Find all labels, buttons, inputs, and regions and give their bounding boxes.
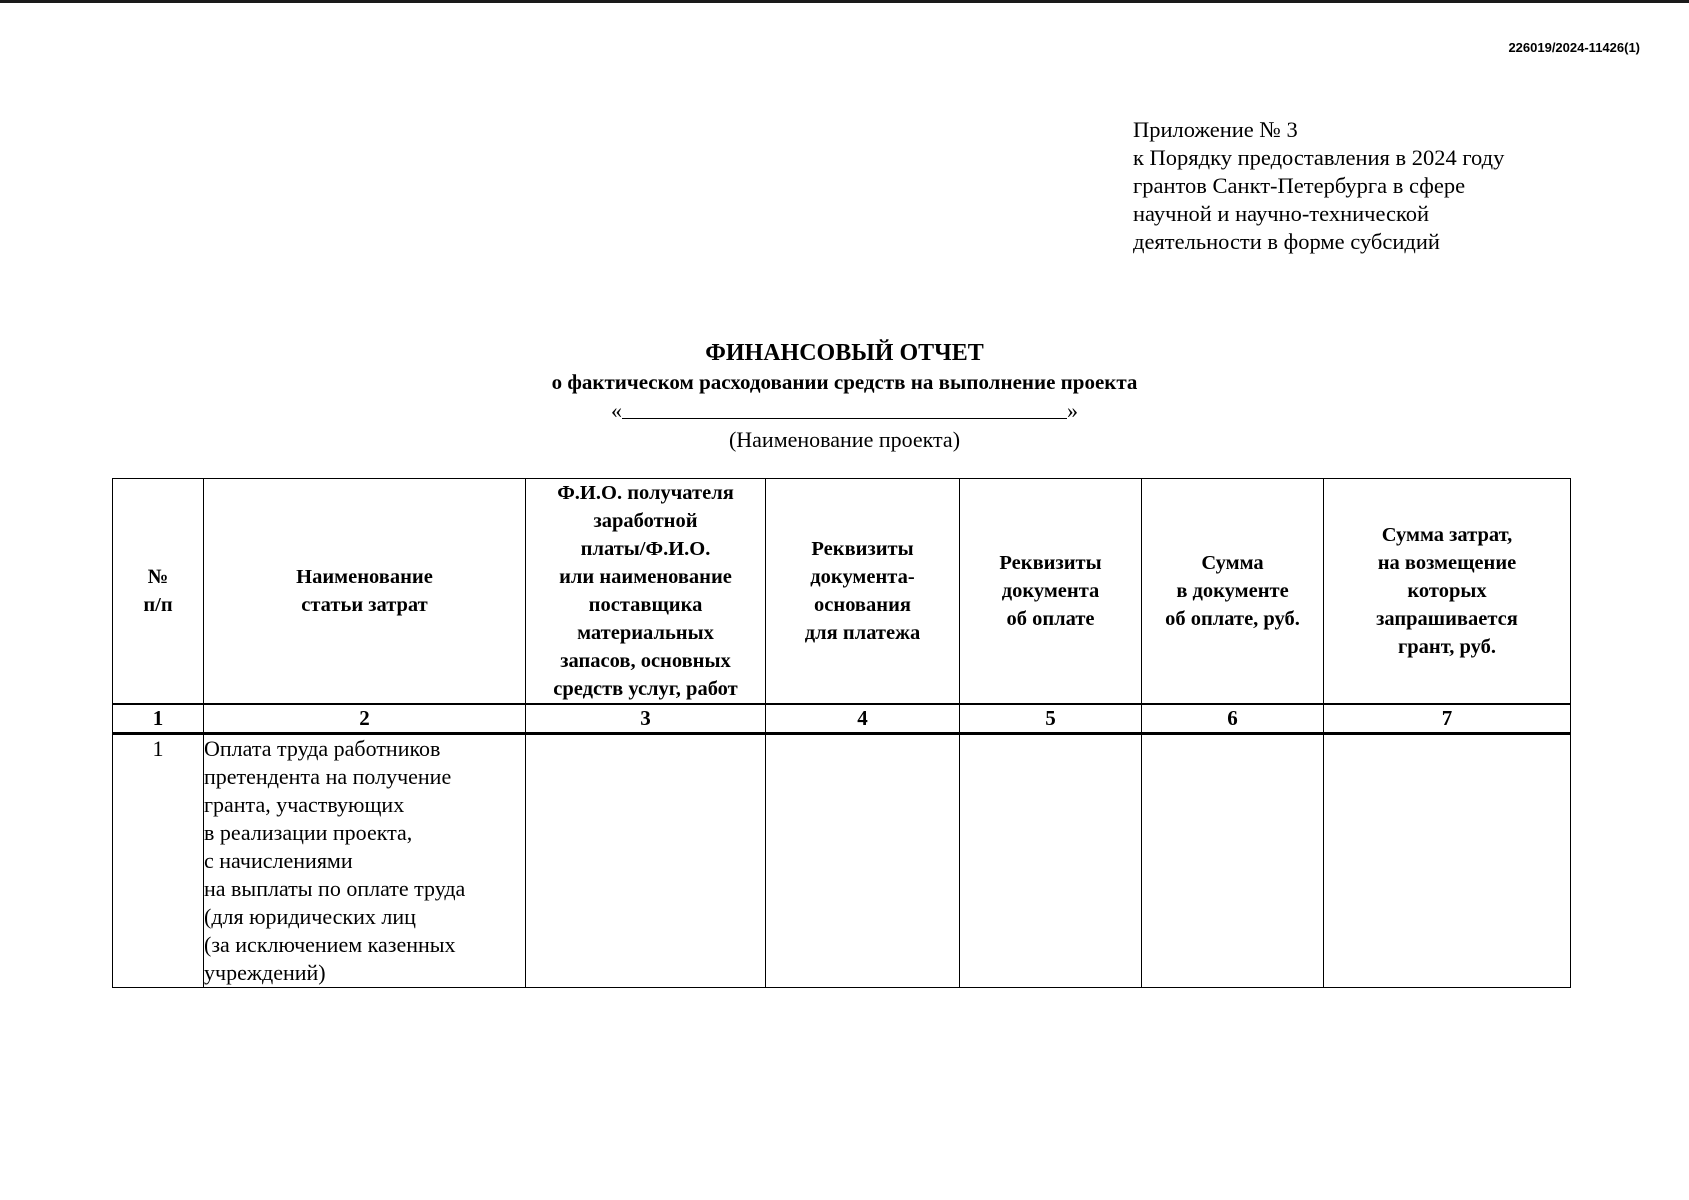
column-number-cell: 6 bbox=[1142, 704, 1324, 733]
quote-close: » bbox=[1067, 398, 1078, 423]
header-line: № bbox=[147, 566, 169, 588]
column-number-cell: 1 bbox=[113, 704, 204, 733]
report-title: ФИНАНСОВЫЙ ОТЧЕТ bbox=[705, 340, 984, 366]
payment-document-cell bbox=[960, 733, 1142, 987]
table-header-row bbox=[113, 479, 1571, 705]
column-number-row bbox=[113, 704, 1571, 733]
column-number-cell: 3 bbox=[526, 704, 766, 733]
header-line: для платежа bbox=[804, 622, 921, 644]
header-line: об оплате, руб. bbox=[1165, 608, 1300, 630]
quote-open: « bbox=[611, 398, 622, 423]
appendix-line: к Порядку предоставления в 2024 году bbox=[1133, 145, 1505, 170]
row-number-cell: 1 bbox=[113, 733, 204, 987]
report-title-block bbox=[0, 338, 1689, 454]
header-line: Ф.И.О. получателя bbox=[557, 482, 734, 504]
column-number-cell: 2 bbox=[204, 704, 526, 733]
header-line: платы/Ф.И.О. bbox=[580, 538, 711, 560]
report-subtitle: о фактическом расходовании средств на выполнение проекта bbox=[551, 370, 1138, 394]
header-line: грант, руб. bbox=[1397, 636, 1497, 658]
header-line: в документе bbox=[1176, 580, 1289, 602]
header-cell-payment-amount bbox=[1142, 479, 1324, 705]
header-line: запрашивается bbox=[1376, 608, 1518, 630]
header-line: основания bbox=[814, 594, 911, 616]
recipient-cell bbox=[526, 733, 766, 987]
header-line: на возмещение bbox=[1377, 552, 1517, 574]
table-row bbox=[113, 733, 1571, 987]
header-line: Реквизиты bbox=[999, 552, 1102, 574]
project-name-blank bbox=[622, 396, 1067, 419]
header-line: Сумма затрат, bbox=[1381, 524, 1513, 546]
page-top-edge bbox=[0, 0, 1689, 3]
header-line: п/п bbox=[143, 594, 173, 616]
cost-item-line: на выплаты по оплате труда bbox=[204, 875, 466, 901]
basis-document-cell bbox=[766, 733, 960, 987]
header-line: Наименование bbox=[296, 566, 433, 588]
cost-item-line: (за исключением казенных bbox=[204, 931, 456, 957]
header-line: которых bbox=[1407, 580, 1487, 602]
column-number-cell: 5 bbox=[960, 704, 1142, 733]
cost-item-line: (для юридических лиц bbox=[204, 903, 416, 929]
header-cell-grant-amount bbox=[1324, 479, 1571, 705]
appendix-line: научной и научно-технической bbox=[1133, 201, 1430, 226]
document-registration-number: 226019/2024-11426(1) bbox=[1508, 40, 1640, 55]
header-line: об оплате bbox=[1006, 608, 1095, 630]
header-line: запасов, основных bbox=[560, 650, 731, 672]
payment-amount-cell bbox=[1142, 733, 1324, 987]
appendix-line: грантов Санкт-Петербурга в сфере bbox=[1133, 173, 1466, 198]
project-name-line bbox=[0, 396, 1689, 426]
cost-item-name-cell bbox=[204, 733, 526, 987]
header-cell-cost-item bbox=[204, 479, 526, 705]
header-line: средств услуг, работ bbox=[553, 678, 738, 700]
header-line: поставщика bbox=[588, 594, 703, 616]
header-line: статьи затрат bbox=[301, 594, 428, 616]
header-cell-payment-document bbox=[960, 479, 1142, 705]
header-line: Сумма bbox=[1201, 552, 1264, 574]
cost-item-line: учреждений) bbox=[204, 959, 326, 985]
financial-report-table bbox=[112, 478, 1571, 988]
appendix-line: Приложение № 3 bbox=[1133, 117, 1298, 142]
cost-item-line: гранта, участвующих bbox=[204, 791, 405, 817]
cost-item-line: с начислениями bbox=[204, 847, 353, 873]
column-number-cell: 7 bbox=[1324, 704, 1571, 733]
header-line: материальных bbox=[577, 622, 714, 644]
header-cell-recipient bbox=[526, 479, 766, 705]
cost-item-line: в реализации проекта, bbox=[204, 819, 413, 845]
column-number-cell: 4 bbox=[766, 704, 960, 733]
appendix-line: деятельности в форме субсидий bbox=[1133, 229, 1440, 254]
cost-item-line: претендента на получение bbox=[204, 763, 452, 789]
header-line: или наименование bbox=[559, 566, 732, 588]
appendix-block bbox=[1133, 116, 1633, 256]
cost-item-line: Оплата труда работников bbox=[204, 735, 441, 761]
header-cell-basis-document bbox=[766, 479, 960, 705]
header-line: Реквизиты bbox=[811, 538, 914, 560]
header-line: документа bbox=[1001, 580, 1100, 602]
header-line: заработной bbox=[593, 510, 698, 532]
header-cell-number bbox=[113, 479, 204, 705]
project-name-caption: (Наименование проекта) bbox=[728, 427, 961, 452]
header-line: документа- bbox=[810, 566, 915, 588]
grant-amount-cell bbox=[1324, 733, 1571, 987]
